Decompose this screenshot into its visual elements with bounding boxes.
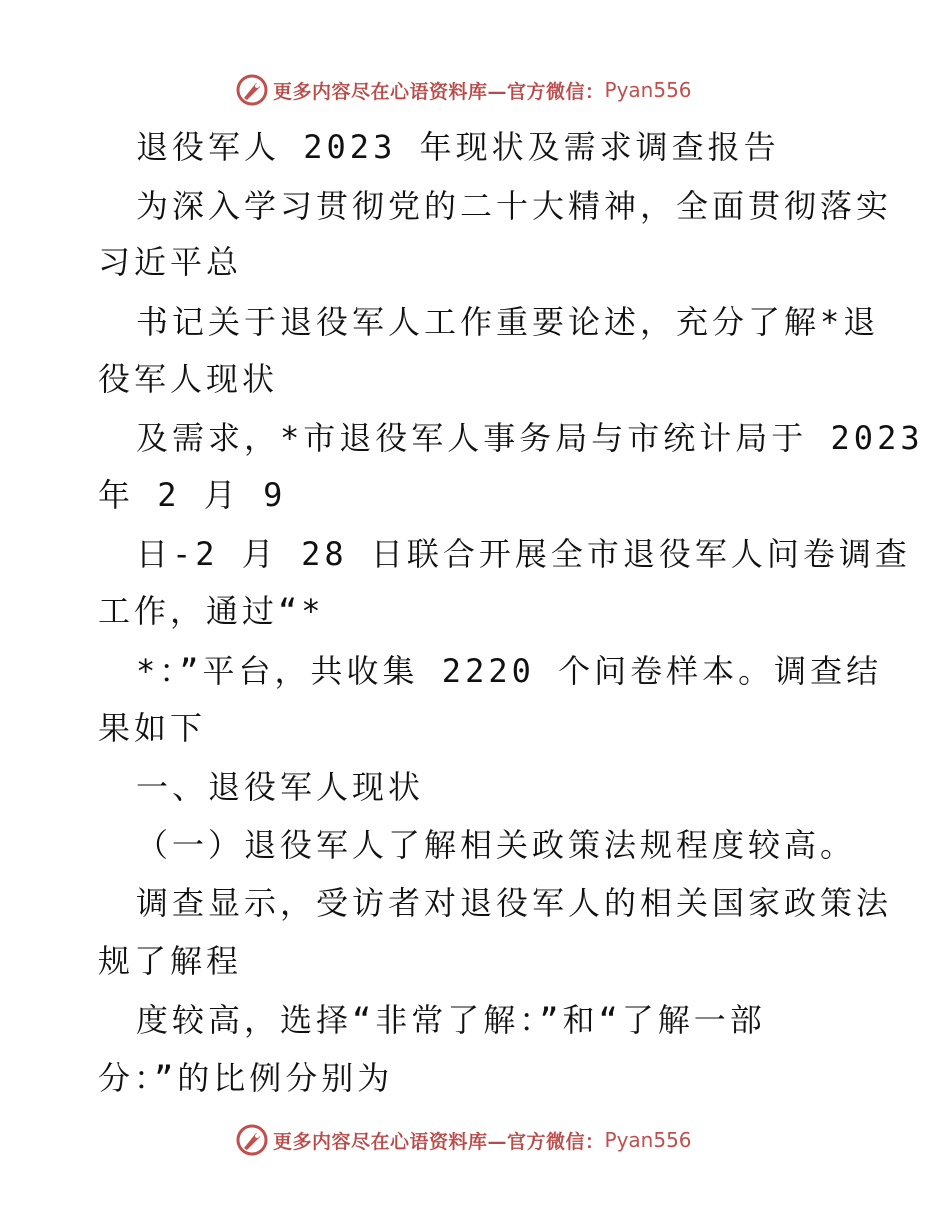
text-line: 日-2 月 28 日联合开展全市退役军人问卷调查 [136,535,911,573]
watermark-banner-bottom [0,1120,950,1160]
pen-nib-logo-icon [235,73,269,107]
text-line: 习近平总 [98,243,243,281]
text-line: 书记关于退役军人工作重要论述，充分了解*退 [136,303,880,341]
text-line: 果如下 [98,709,207,747]
text-line: 年 2 月 9 [98,476,287,514]
text-line: *：”平台，共收集 2220 个问卷样本。调查结 [136,652,883,690]
section-heading: 一、退役军人现状 [136,768,425,806]
subsection-heading: （一）退役军人了解相关政策法规程度较高。 [136,826,857,864]
watermark-banner-top [0,70,950,110]
watermark-wechat-id: Pyan556 [604,1128,692,1152]
watermark-text: 更多内容尽在心语资料库—官方微信： [273,80,605,103]
watermark-wechat-id: Pyan556 [604,78,692,102]
document-title: 退役军人 2023 年现状及需求调查报告 [136,128,780,166]
text-line: 分：”的比例分别为 [98,1059,394,1097]
text-line: 调查显示，受访者对退役军人的相关国家政策法 [136,884,893,922]
pen-nib-logo-icon [235,1123,269,1157]
watermark-text: 更多内容尽在心语资料库—官方微信： [273,1130,605,1153]
text-line: 度较高，选择“非常了解：”和“了解一部 [136,1001,766,1039]
text-line: 及需求，*市退役军人事务局与市统计局于 2023 [136,419,924,457]
text-line: 役军人现状 [98,360,279,398]
text-line: 工作，通过“* [98,592,325,630]
text-line: 为深入学习贯彻党的二十大精神，全面贯彻落实 [136,187,893,225]
text-line: 规了解程 [98,942,243,980]
